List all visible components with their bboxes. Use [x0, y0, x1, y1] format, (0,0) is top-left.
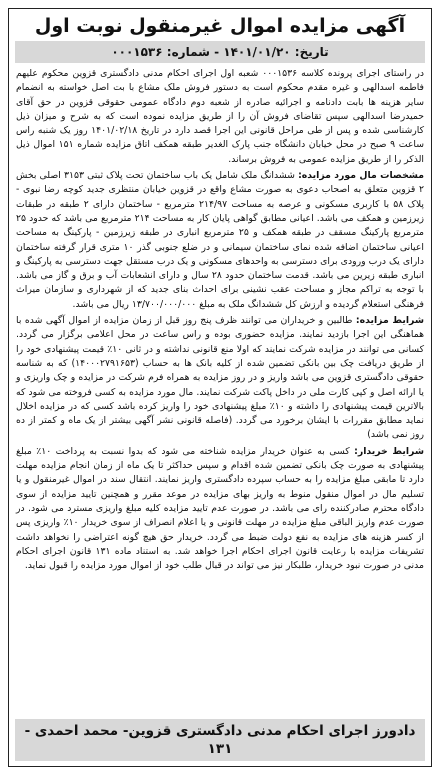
specs-text: ششدانگ ملک شامل یک باب ساختمان تحت پلاک ثبتی ۳۱۵۳ اصلی بخش ۲ قزوین متعلق به اصحاب دعوی به صورت مشاع واقع در قزوین خیابان منتظری جدید کوچه رضا نبوی - پلاک ۵۸ با کاربری مسکونی و عرصه به مساحت ۲۱۴/۹۷ مترمربع - ساختمان دارای ۲ طبقه در طبقات زیرزمین و همکف می باشد. اعیانی مطابق گواهی پایان کار به مساحت ۲۱۴ مترمربع می باشد که حدود ۲۵ مترمربع پارکینگ مسقف در طبقه همکف و ۲۵ مترمربع انباری در طبقه زیرزمین - پارکینگ به مساحت اعیانی ساختمان اضافه شده نمای ساختمان سیمانی و در ضلع جنوبی گذر ۱۰ متری قرار گرفته ساختمان دارای یک درب ورودی برای دسترسی به واحدهای مسکونی و یک درب مستقل جهت دسترسی به پارکینگ و انباری طبقه زیرین می باشد. قدمت ساختمان حدود ۲۸ سال و دارای انشعابات آب و برق و گاز می باشد. با توجه به تراکم مجاز و مساحت عقب نشینی برای احداث بنای جدید که از شهرداری و سازمان میراث فرهنگی استعلام گردیده و ارزش کل ششدانگ ملک به مبلغ ۱۳/۷۰۰/۰۰۰/۰۰۰ ریال می باشد.: [16, 170, 425, 310]
buyer-paragraph: [16, 445, 424, 574]
specs-lead: مشخصات مال مورد مزایده:: [298, 170, 425, 182]
buyer-lead: شرایط خریدار:: [354, 445, 424, 457]
notice-headline: آگهی مزایده اموال غیرمنقول نوبت اول: [34, 15, 406, 37]
notice-frame: [8, 8, 432, 767]
date-number-bar: تاریخ: ۱۴۰۱/۰۱/۲۰ - شماره: ۰۰۰۱۵۳۶: [15, 41, 425, 63]
notice-body: [9, 63, 431, 573]
terms-lead: شرایط مزایده:: [355, 315, 424, 327]
specs-paragraph: [16, 169, 424, 312]
terms-text: طالبین و خریداران می توانند ظرف پنج روز قبل از زمان مزایده از اموال آگهی شده با هماهنگی این اجرا بازدید نمایند. مزایده حضوری بوده و راس ساعت در محل اعلامی برگزار می گردد. کسانی می توانند در مزایده شرکت نمایند که اولا منع قانونی نداشته و در ثانی ۱۰٪ قیمت پیشنهادی خود را از طریق دریافت چک بین بانکی تضمین شده از کلیه بانک ها به حساب (۱۴۰۰۰۲۷۹۱۶۵۳) که به شناسه حقوقی دادگستری قزوین می باشد واریز و در روز مزایده به همراه فرم شرکت در مزایده و چک واریزی و یا ارائه اصل و کپی کارت ملی در داخل پاکت شرکت نمایند. مال مورد مزایده به کسی فروخته می شود که بالاترین قیمت پیشنهادی را داشته و ۱۰٪ مبلغ پیشنهادی خود را واریز کرده باشد کسی که در مزایده اخلال نماید مطابق مقررات با ایشان برخورد می گردد. (فاصله قانونی نشر آگهی بیشتر از یک ماه و کمتر از ده روز نمی باشد): [16, 315, 425, 441]
signature-footer: دادورز اجرای احکام مدنی دادگستری قزوین- محمد احمدی - ۱۳۱: [15, 719, 425, 761]
terms-paragraph: [16, 314, 424, 443]
buyer-text: کسی به عنوان خریدار مزایده شناخته می شود که بدوا نسبت به پرداخت ۱۰٪ مبلغ پیشنهادی به صورت چک بانکی تضمین شده اقدام و سپس حداکثر تا یک ماه از زمان انجام مزایده مهلت دارد تا مابقی مبلغ مزایده را به حساب سپرده دادگستری واریز نمایند. انتقال سند در اموال غیرمنقول و یا تسلیم مال در اموال منقول منوط به واریز بهای مزایده در موعد مقرر و همچنین تایید مزایده از سوی دادگاه محترم صادرکننده رای می باشد. در صورت عدم تایید مزایده کلیه مبلغ واریزی مسترد می شود. در صورت عدم واریز الباقی مبلغ مزایده در مهلت قانونی و یا اعلام انصراف از سوی خریدار ۱۰٪ واریزی پس از کسر هزینه های مزایده به نفع دولت ضبط می گردد. خریدار حق هیچ گونه اعتراضی را نخواهد داشت تشریفات مزایده با رعایت قانون اجرای احکام اجرا خواهد شد. به استناد ماده ۱۳۱ قانون اجرای احکام مدنی در صورت نبود خریدار، طلبکار نیز می تواند در قبال طلب خود از اموال مورد مزایده را قبول نماید.: [16, 445, 424, 572]
intro-paragraph: در راستای اجرای پرونده کلاسه ۰۰۰۱۵۳۶ شعبه اول اجرای احکام مدنی دادگستری قزوین محکوم علیهم فاطمه اسدالهی و غیره مقدم محکوم است به دستور فروش ملک مشاع با بت اصل خواسته به انضمام سایر هزینه ها بابت دادنامه و اجرائیه صادره از شعبه دوم دادگاه عمومی حقوقی قزوین در حق آقای حمیدرضا اسدالهی سپس تقاضای فروش آن را از طریق مزایده نموده است که به شرح و میزان ذیل کارشناسی شده و پس از طی مراحل قانونی این اجرا قصد دارد در تاریخ ۱۴۰۱/۰۲/۱۸ روز یک شنبه راس ساعت ۹ صبح در محل خیابان دانشگاه جنب پارک الغدیر طبقه همکف اتاق مزایده شماره ۱۵۱ اموال ذیل الذکر را از طریق مزایده عمومی به فروش برساند.: [16, 68, 424, 165]
